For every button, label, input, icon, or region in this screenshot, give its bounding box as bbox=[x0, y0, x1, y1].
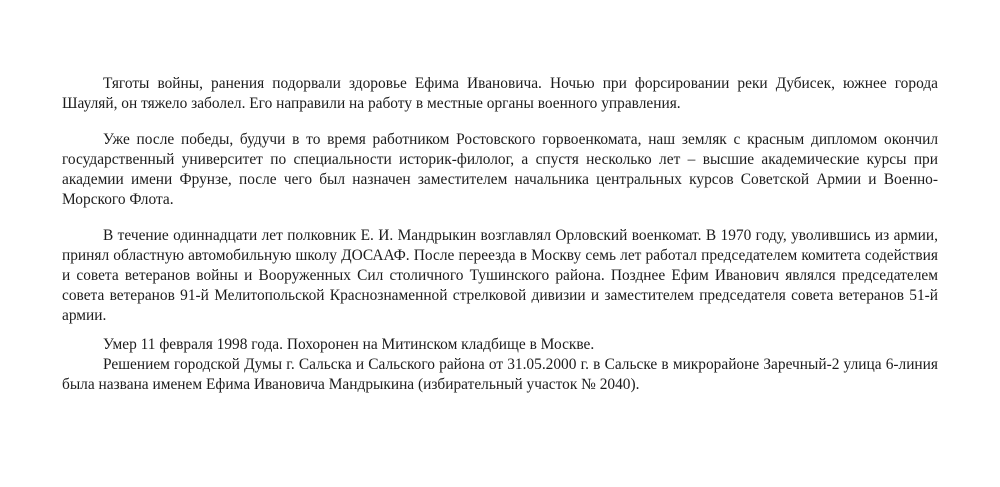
paragraph-gap bbox=[62, 210, 938, 226]
paragraph-war-health: Тяготы войны, ранения подорвали здоровье Ефима Ивановича. Ночью при форсировании реки Дубисек, южнее города Шауляй, он тяжело заболел. Его направили на работу в местные органы военного управления. bbox=[62, 75, 938, 112]
paragraph-street-naming: Решением городской Думы г. Сальска и Сальского района от 31.05.2000 г. в Сальске в микрорайоне Заречный-2 улица 6-линия была названа именем Ефима Ивановича Мандрыкина (избирательный участок № 2040). bbox=[62, 356, 938, 393]
paragraph-gap bbox=[62, 114, 938, 130]
paragraph-education-career: Уже после победы, будучи в то время работником Ростовского горвоенкомата, наш земляк с красным дипломом окончил государственный университет по специальности историк-филолог, а спустя несколько лет – высшие академические курсы при академии имени Фрунзе, после чего был назначен заместителем начальника центральных курсов Советской Армии и Военно-Морского Флота. bbox=[62, 131, 938, 208]
death-line: Умер 11 февраля 1998 года. Похоронен на Митинском кладбище в Москве. bbox=[103, 336, 595, 353]
paragraph-gap bbox=[62, 326, 938, 335]
document-page bbox=[62, 74, 938, 395]
paragraph-military-commissariat: В течение одиннадцати лет полковник Е. И. Мандрыкин возглавлял Орловский военкомат. В 1970 году, уволившись из армии, принял областную автомобильную школу ДОСААФ. После переезда в Москву семь лет работал председателем комитета содействия и совета ветеранов войны и Вооруженных Сил столичного Тушинского района. Позднее Ефим Иванович являлся председателем совета ветеранов 91-й Мелитопольской Краснознаменной стрелковой дивизии и заместителем председателя совета ветеранов 51-й армии. bbox=[62, 227, 938, 324]
